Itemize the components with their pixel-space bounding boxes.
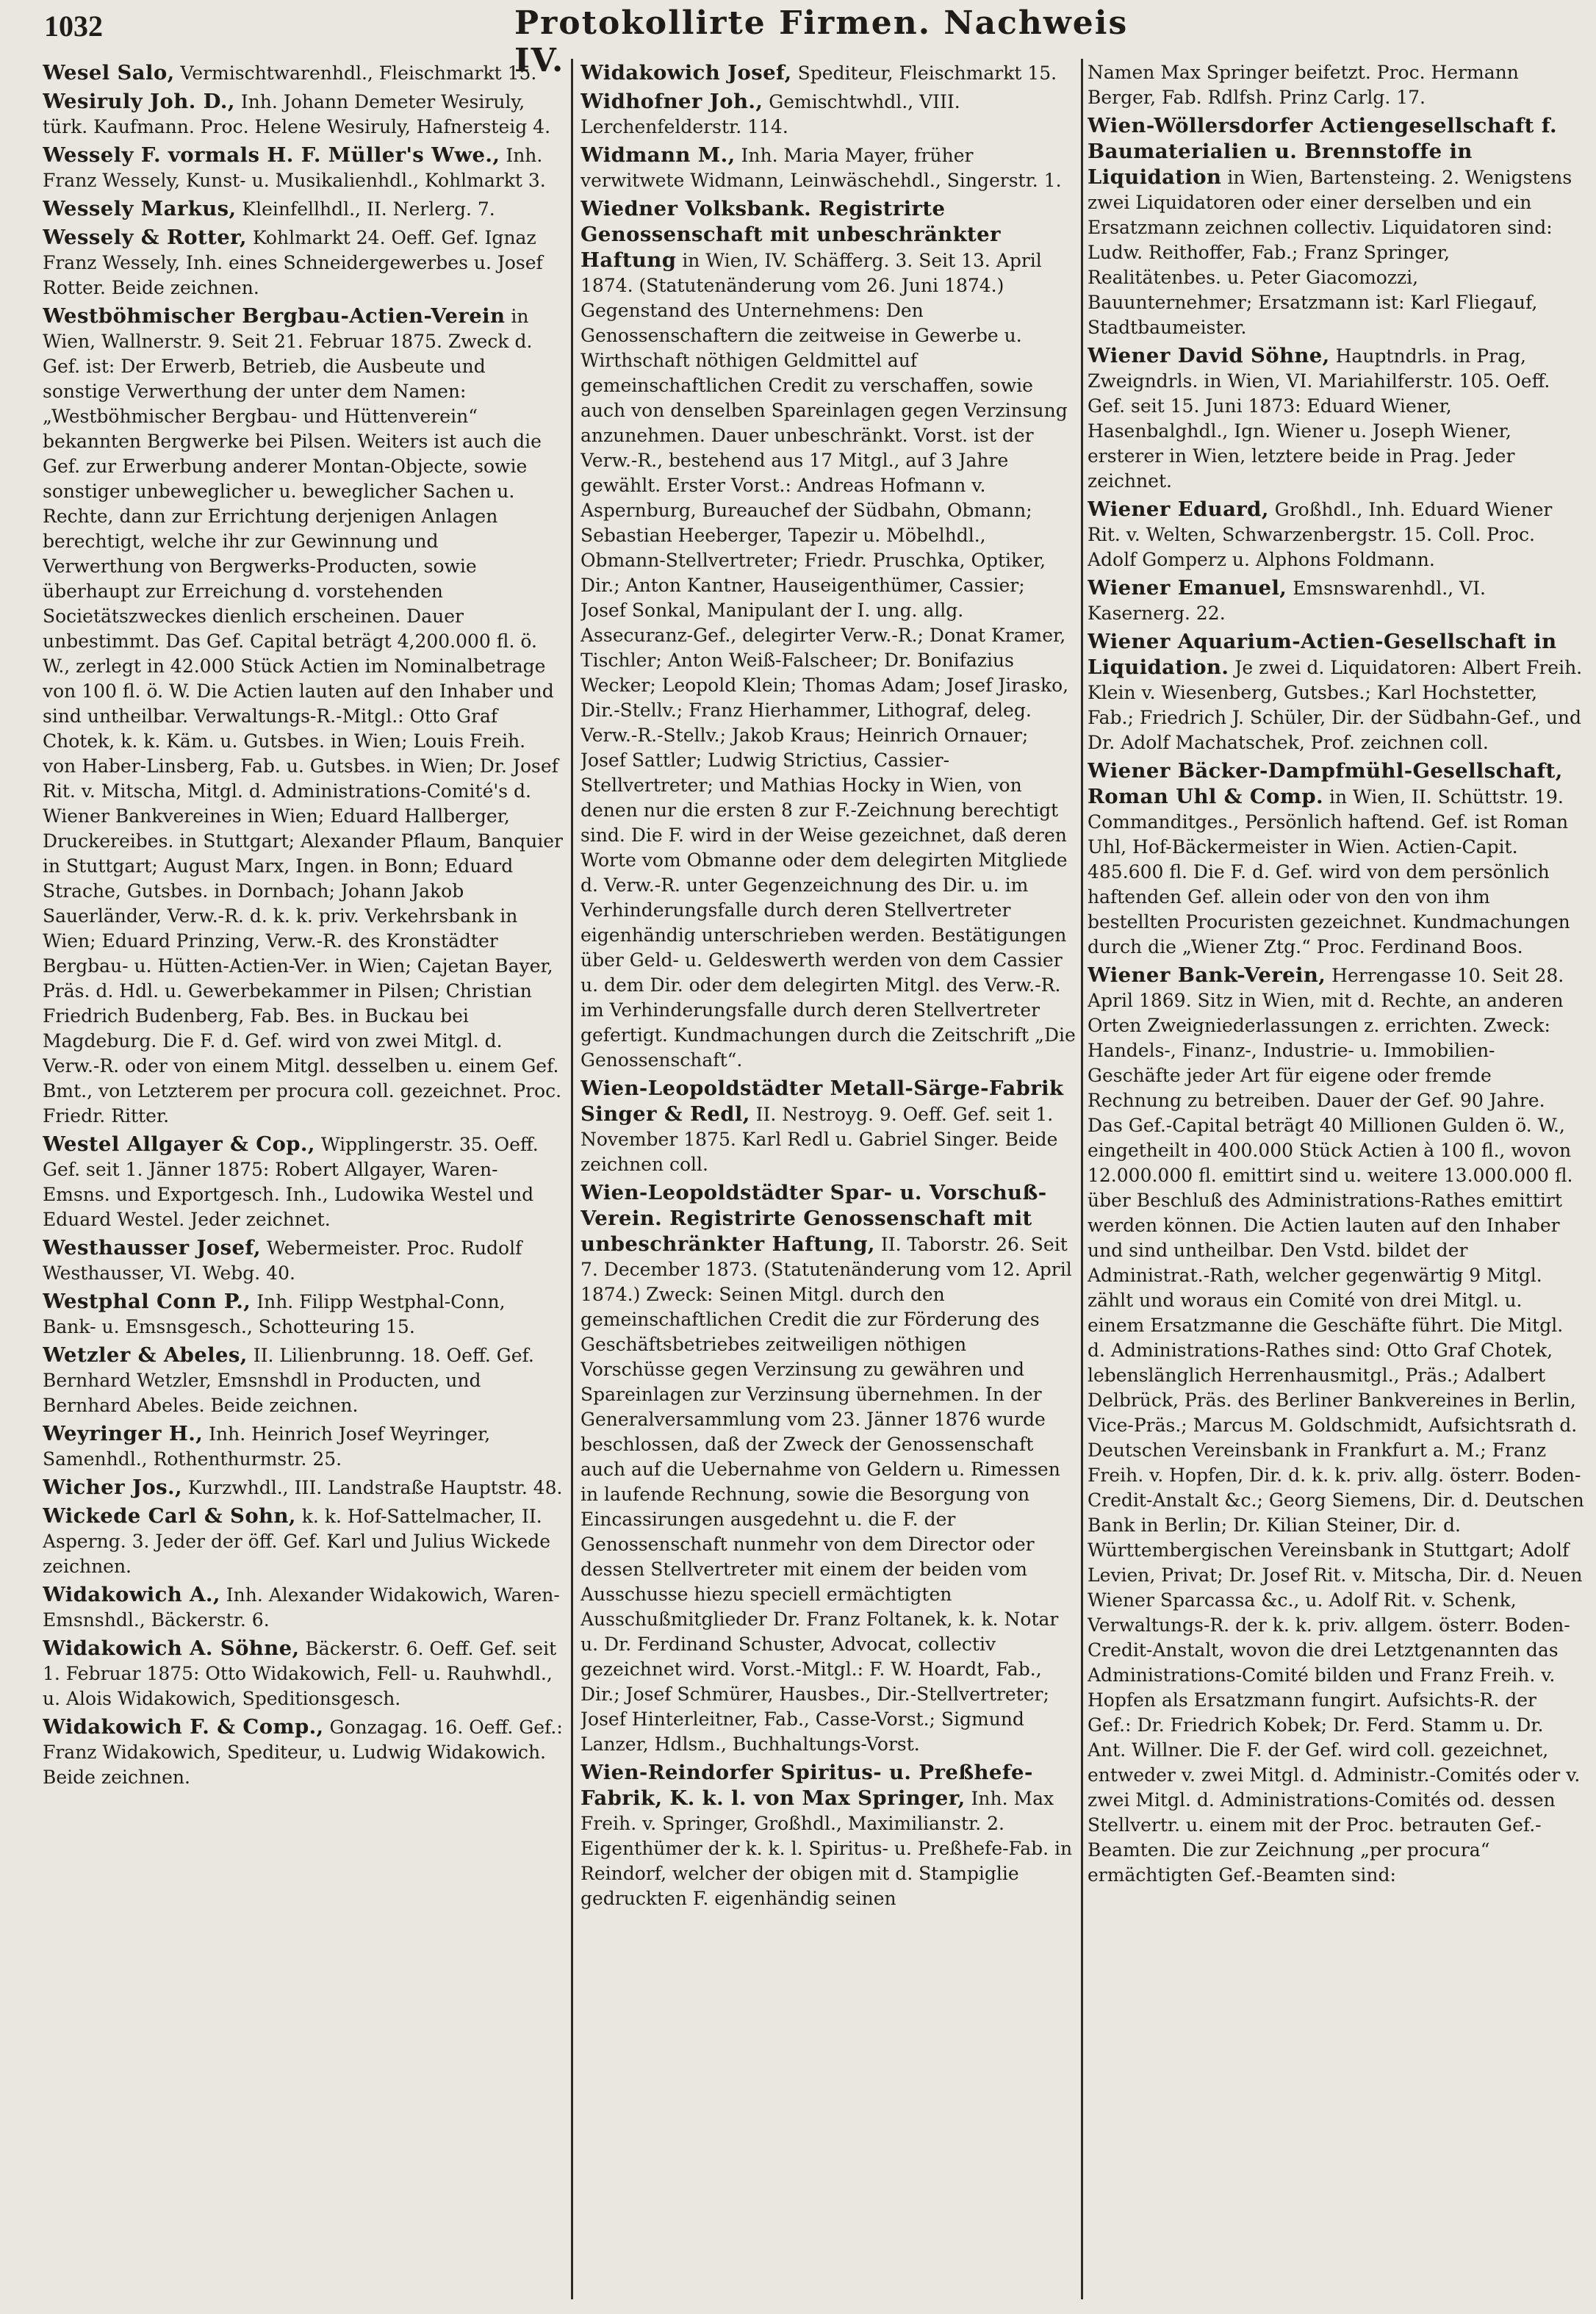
directory-entry (43, 1289, 563, 1340)
firm-name: Wessely F. vormals H. F. Müller's Wwe., (43, 143, 500, 167)
entry-text: Inh. Filipp Westphal-Conn, Bank- u. Emsnsgesch., Schotteuring 15. (43, 1291, 506, 1337)
firm-name: Widakowich F. & Comp., (43, 1715, 324, 1739)
entry-text: Inh. Alexander Widakowich, Waren-Emsnshdl., Bäckerstr. 6. (43, 1584, 560, 1631)
column-divider (1081, 59, 1083, 2299)
firm-name: Westböhmischer Bergbau-Actien-Verein (43, 304, 506, 328)
entry-text: in Wien, II. Schüttstr. 19. Commanditges., Persönlich haftend. Gef. ist Roman Uhl, Hof-Bäckermeister in Wien. Actien-Capit. 485.600 fl. Die F. d. Gef. wird von dem persönlich haftenden Gef. allein oder von den von ihm bestellten Procuristen gezeichnet. Kundmachungen durch die „Wiener Ztg.“ Proc. Ferdinand Boos. (1088, 786, 1570, 957)
firm-name: Wiener Bäcker-Dampfmühl-Gesellschaft, Roman Uhl & Comp. (1088, 759, 1563, 808)
directory-entry (43, 1421, 563, 1472)
directory-entry (1088, 575, 1584, 626)
directory-entry (43, 143, 563, 193)
directory-entry (43, 1636, 563, 1711)
firm-name: Wessely Markus, (43, 197, 237, 220)
directory-entry (1088, 629, 1584, 755)
entry-text: Herrengasse 10. Seit 28. April 1869. Sitz in Wien, mit d. Rechte, an anderen Orten Zweigniederlassungen z. errichten. Zweck: Handels-, Finanz-, Industrie- u. Immobilien-Geschäfte jeder Art für eigene oder fremde Rechnung zu betreiben. Dauer der Gef. 90 Jahre. Das Gef.-Capital beträgt 40 Millionen Gulden ö. W., eingetheilt in 400.000 Stück Actien à 100 fl., wovon 12.000.000 fl. emittirt sind u. weitere 13.000.000 fl. über Beschluß des Administrations-Rathes emittirt werden können. Die Actien lauten auf den Inhaber und sind untheilbar. Den Vstd. bildet der Administrat.-Rath, welcher gegenwärtig 9 Mitgl. zählt und woraus ein Comité von drei Mitgl. u. einem Ersatzmanne die Geschäfte führt. Die Mitgl. d. Administrations-Rathes sind: Otto Graf Chotek, lebenslänglich Herrenhausmitgl., Präs.; Adalbert Delbrück, Präs. des Berliner Bankvereines in Berlin, Vice-Präs.; Marcus M. Goldschmidt, Aufsichtsrath d. Deutschen Vereinsbank in Frankfurt a. M.; Franz Freih. v. Hopfen, Dir. d. k. k. priv. allg. österr. Boden-Credit-Anstalt &c.; Georg Siemens, Dir. d. Deutschen Bank in Berlin; Dr. Kilian Steiner, Dir. d. Württembergischen Vereinsbank in Stuttgart; Adolf Levien, Privat; Dr. Josef Rit. v. Mitscha, Dir. d. Neuen Wiener Sparcassa &c., u. Adolf Rit. v. Schenk, Verwaltungs-R. der k. k. priv. allgem. österr. Boden-Credit-Anstalt, wovon die drei Letztgenannten das Administrations-Comité bilden und Franz Freih. v. Hopfen als Ersatzmann fungirt. Aufsichts-R. der Gef.: Dr. Friedrich Kobek; Dr. Ferd. Stamm u. Dr. Ant. Willner. Die F. der Gef. wird coll. gezeichnet, entweder v. zwei Mitgl. d. Administr.-Comités oder v. zwei Mitgl. d. Administrations-Comités od. dessen Stellvertr. u. einem mit der Proc. betrauten Gef.-Beamten. Die zur Zeichnung „per procura“ ermächtigten Gef.-Beamten sind: (1088, 965, 1584, 1886)
firm-name: Wetzler & Abeles, (43, 1343, 248, 1367)
firm-name: Wien-Reindorfer Spiritus- u. Preßhefe-Fabrik, K. k. l. von Max Springer, (580, 1761, 1033, 1810)
directory-entry (43, 60, 563, 86)
firm-name: Widakowich A. Söhne, (43, 1636, 300, 1660)
entry-text: Kohlmarkt 24. Oeff. Gef. Ignaz Franz Wessely, Inh. eines Schneidergewerbes u. Josef Rotter. Beide zeichnen. (43, 227, 543, 298)
directory-entry (580, 1076, 1076, 1177)
page-number: 1032 (44, 10, 103, 43)
entry-text: II. Taborstr. 26. Seit 7. December 1873. (Statutenänderung vom 12. April 1874.) Zweck: Seinen Mitgl. durch den gemeinschaftlichen Credit die zur Förderung des Geschäftsbetriebes zeitweiligen nöthigen Vorschüsse gegen Verzinsung zu gewähren und Spareinlagen zur Verzinsung übernehmen. In der Generalversammlung vom 23. Jänner 1876 wurde beschlossen, daß der Zweck der Genossenschaft auch auf die Uebernahme von Geldern u. Rimessen in laufende Rechnung, sowie die Besorgung von Eincassirungen ausgedehnt u. die F. der Genossenschaft nunmehr von dem Director oder dessen Stellvertreter mit einem der beiden vom Ausschusse hiezu speciell ermächtigten Ausschußmitglieder Dr. Franz Foltanek, k. k. Notar u. Dr. Ferdinand Schuster, Advocat, collectiv gezeichnet wird. Vorst.-Mitgl.: F. W. Hoardt, Fab., Dir.; Josef Schmürer, Hausbes., Dir.-Stellvertreter; Josef Hinterleitner, Fab., Casse-Vorst.; Sigmund Lanzer, Hdlsm., Buchhaltungs-Vorst. (580, 1234, 1072, 1755)
firm-name: Weyringer H., (43, 1422, 204, 1445)
firm-name: Wien-Wöllersdorfer Actiengesellschaft f. Baumaterialien u. Brennstoffe in Liquidation (1088, 114, 1557, 189)
firm-name: Wiener Aquarium-Actien-Gesellschaft in Liquidation. (1088, 630, 1557, 679)
directory-entry (580, 196, 1076, 1073)
directory-entry (1088, 963, 1584, 1888)
column-2 (580, 60, 1076, 2307)
directory-entry (43, 1714, 563, 1790)
entry-text: Je zwei d. Liquidatoren: Albert Freih. Klein v. Wiesenberg, Gutsbes.; Karl Hochstetter, Fab.; Friedrich J. Schüler, Dir. der Südbahn-Gef., und Dr. Adolf Machatschek, Prof. zeichnen coll. (1088, 657, 1583, 753)
firm-name: Wiener Bank-Verein, (1088, 963, 1326, 987)
entry-text: Kurzwhdl., III. Landstraße Hauptstr. 48. (187, 1477, 563, 1498)
directory-entry (43, 1503, 563, 1579)
directory-entry (1088, 113, 1584, 340)
firm-name: Wiener Emanuel, (1088, 576, 1287, 600)
directory-entry (580, 1760, 1076, 1911)
directory-entry (580, 89, 1076, 140)
entry-text: Wipplingerstr. 35. Oeff. Gef. seit 1. Jänner 1875: Robert Allgayer, Waren-Emsns. und Exportgesch. Inh., Ludowika Westel und Eduard Westel. Jeder zeichnet. (43, 1134, 539, 1230)
firm-name: Widakowich A., (43, 1583, 220, 1606)
directory-entry (1088, 497, 1584, 572)
firm-name: Widmann M., (580, 143, 736, 167)
entry-text: Inh. Heinrich Josef Weyringer, Samenhdl., Rothenthurmstr. 25. (43, 1423, 491, 1470)
firm-name: Wickede Carl & Sohn, (43, 1504, 296, 1528)
firm-name: Wien-Leopoldstädter Metall-Särge-Fabrik Singer & Redl, (580, 1077, 1064, 1126)
directory-entry (43, 225, 563, 301)
directory-entry (580, 1180, 1076, 1757)
directory-entry (43, 1582, 563, 1633)
firm-name: Wesiruly Joh. D., (43, 90, 235, 113)
entry-text: k. k. Hof-Sattelmacher, II. Asperng. 3. Jeder der öff. Gef. Karl und Julius Wickede zeichnen. (43, 1506, 551, 1577)
entry-text: Inh. Maria Mayer, früher verwitwete Widmann, Leinwäschehdl., Singerstr. 1. (580, 145, 1062, 191)
entry-text: Bäckerstr. 6. Oeff. Gef. seit 1. Februar 1875: Otto Widakowich, Fell- u. Rauhwhdl., u. Alois Widakowich, Speditionsgesch. (43, 1638, 557, 1709)
directory-entry (1088, 758, 1584, 960)
directory-entry (43, 1132, 563, 1232)
entry-text: Inh. Johann Demeter Wesiruly, türk. Kaufmann. Proc. Helene Wesiruly, Hafnersteig 4. (43, 91, 551, 137)
directory-entry (580, 60, 1076, 86)
directory-entry (43, 1475, 563, 1501)
directory-entry (1088, 60, 1584, 110)
directory-entry (43, 196, 563, 222)
firm-name: Westhausser Josef, (43, 1236, 261, 1260)
firm-name: Wicher Jos., (43, 1476, 182, 1499)
firm-name: Wessely & Rotter, (43, 226, 247, 249)
entry-text: Vermischtwarenhdl., Fleischmarkt 15. (180, 62, 537, 84)
firm-name: Wien-Leopoldstädter Spar- u. Vorschuß-Verein. Registrirte Genossenschaft mit unbeschränkter Haftung, (580, 1181, 1047, 1256)
entry-text: Namen Max Springer beifetzt. Proc. Hermann Berger, Fab. Rdlfsh. Prinz Carlg. 17. (1088, 62, 1519, 108)
directory-entry (43, 1235, 563, 1286)
entry-text: Großhdl., Inh. Eduard Wiener Rit. v. Welten, Schwarzenbergstr. 15. Coll. Proc. Adolf Gomperz u. Alphons Foldmann. (1088, 499, 1553, 570)
column-3 (1088, 60, 1584, 2307)
directory-entry (43, 303, 563, 1129)
firm-name: Wiener Eduard, (1088, 497, 1269, 521)
entry-text: in Wien, Bartensteing. 2. Wenigstens zwei Liquidatoren oder einer derselben und ein Ersatzmann zeichnen collectiv. Liquidatoren sind: Ludw. Reithoffer, Fab.; Franz Springer, Realitätenbes. u. Peter Giacomozzi, Bauunternehmer; Ersatzmann ist: Karl Fliegauf, Stadtbaumeister. (1088, 167, 1572, 338)
entry-text: Kleinfellhdl., II. Nerlerg. 7. (242, 198, 495, 220)
entry-text: II. Nestroyg. 9. Oeff. Gef. seit 1. November 1875. Karl Redl u. Gabriel Singer. Beide zeichnen coll. (580, 1104, 1058, 1175)
entry-text: Hauptndrls. in Prag, Zweigndrls. in Wien, VI. Mariahilferstr. 105. Oeff. Gef. seit 15. Juni 1873: Eduard Wiener, Hasenbalghdl., Ign. Wiener u. Joseph Wiener, ersterer in Wien, letztere beide in Prag. Jeder zeichnet. (1088, 345, 1550, 492)
column-1 (43, 60, 563, 2307)
firm-name: Wiener David Söhne, (1088, 344, 1330, 367)
column-divider (571, 59, 573, 2299)
directory-entry (43, 1343, 563, 1418)
entry-text: in Wien, IV. Schäfferg. 3. Seit 13. April 1874. (Statutenänderung vom 26. Juni 1874.) Gegenstand des Unternehmens: Den Genossenschaftern die zeitweise in Gewerbe u. Wirthschaft nöthigen Geldmittel auf gemeinschaftlichen Credit zu verschaffen, sowie auch von denselben Spareinlagen gegen Verzinsung anzunehmen. Dauer unbeschränkt. Vorst. ist der Verw.-R., bestehend aus 17 Mitgl., auf 3 Jahre gewählt. Erster Vorst.: Andreas Hofmann v. Aspernburg, Bureauchef der Südbahn, Obmann; Sebastian Heeberger, Tapezir u. Möbelhdl., Obmann-Stellvertreter; Friedr. Pruschka, Optiker, Dir.; Anton Kantner, Hauseigenthümer, Cassier; Josef Sonkal, Manipulant der I. ung. allg. Assecuranz-Gef., delegirter Verw.-R.; Donat Kramer, Tischler; Anton Weiß-Falscheer; Dr. Bonifazius Wecker; Leopold Klein; Thomas Adam; Josef Jirasko, Dir.-Stellv.; Franz Hierhammer, Lithograf, deleg. Verw.-R.-Stellv.; Jakob Kraus; Heinrich Ornauer; Josef Sattler; Ludwig Strictius, Cassier-Stellvertreter; und Mathias Hocky in Wien, von denen nur die ersten 8 zur F.-Zeichnung berechtigt sind. Die F. wird in der Weise gezeichnet, daß deren Worte vom Obmanne oder dem delegirten Mitgliede d. Verw.-R. unter Gegenzeichnung des Dir. u. im Verhinderungsfalle durch deren Stellvertreter eigenhändig unterschrieben werden. Bestätigungen über Geld- u. Geldeswerth werden von dem Cassier u. dem Dir. oder dem delegirten Mitgl. des Verw.-R. im Verhinderungsfalle durch deren Stellvertreter gefertigt. Kundmachungen durch die Zeitschrift „Die Genossenschaft“. (580, 250, 1076, 1071)
entry-text: Spediteur, Fleischmarkt 15. (797, 62, 1057, 84)
firm-name: Wiedner Volksbank. Registrirte Genossenschaft mit unbeschränkter Haftung (580, 197, 1001, 272)
directory-entry (43, 89, 563, 140)
firm-name: Widhofner Joh., (580, 90, 763, 113)
directory-entry (580, 143, 1076, 193)
directory-entry (1088, 343, 1584, 494)
entry-text: II. Lilienbrunng. 18. Oeff. Gef. Bernhard Wetzler, Emsnshdl in Producten, und Bernhard Abeles. Beide zeichnen. (43, 1345, 534, 1416)
entry-text: Inh. Franz Wessely, Kunst- u. Musikalienhdl., Kohlmarkt 3. (43, 145, 546, 191)
entry-text: Gemischtwhdl., VIII. Lerchenfelderstr. 114. (580, 91, 960, 137)
entry-text: in Wien, Wallnerstr. 9. Seit 21. Februar 1875. Zweck d. Gef. ist: Der Erwerb, Betrieb, die Ausbeute und sonstige Verwerthung der unter dem Namen: „Westböhmischer Bergbau- und Hüttenverein“ bekannten Bergwerke bei Pilsen. Weiters ist auch die Gef. zur Erwerbung anderer Montan-Objecte, sowie sonstiger unbeweglicher u. beweglicher Sachen u. Rechte, dann zur Errichtung derjenigen Anlagen berechtigt, welche ihr zur Gewinnung und Verwerthung von Bergwerks-Producten, sowie überhaupt zur Erreichung d. vorstehenden Societätszweckes dienlich erscheinen. Dauer unbestimmt. Das Gef. Capital beträgt 4,200.000 fl. ö. W., zerlegt in 42.000 Stück Actien im Nominalbetrage von 100 fl. ö. W. Die Actien lauten auf den Inhaber und sind untheilbar. Verwaltungs-R.-Mitgl.: Otto Graf Chotek, k. k. Käm. u. Gutsbes. in Wien; Louis Freih. von Haber-Linsberg, Fab. u. Gutsbes. in Wien; Dr. Josef Rit. v. Mitscha, Mitgl. d. Administrations-Comité's d. Wiener Bankvereines in Wien; Eduard Hallberger, Druckereibes. in Stuttgart; Alexander Pflaum, Banquier in Stuttgart; August Marx, Ingen. in Bonn; Eduard Strache, Gutsbes. in Dornbach; Johann Jakob Sauerländer, Verw.-R. d. k. k. priv. Verkehrsbank in Wien; Eduard Prinzing, Verw.-R. des Kronstädter Bergbau- u. Hütten-Actien-Ver. in Wien; Cajetan Bayer, Präs. d. Hdl. u. Gewerbekammer in Pilsen; Christian Friedrich Budenberg, Fab. Bes. in Buckau bei Magdeburg. Die F. d. Gef. wird von zwei Mitgl. d. Verw.-R. oder von einem Mitgl. desselben u. einem Gef. Bmt., von Letzterem per procura coll. gezeichnet. Proc. Friedr. Ritter. (43, 306, 563, 1127)
firm-name: Widakowich Josef, (580, 61, 792, 85)
firm-name: Westel Allgayer & Cop., (43, 1132, 315, 1156)
firm-name: Westphal Conn P., (43, 1290, 251, 1313)
entry-text: Gonzagag. 16. Oeff. Gef.: Franz Widakowich, Spediteur, u. Ludwig Widakowich. Beide zeichnen. (43, 1717, 563, 1788)
entry-text: Inh. Max Freih. v. Springer, Großhdl., Maximilianstr. 2. Eigenthümer der k. k. l. Spiritus- u. Preßhefe-Fab. in Reindorf, welcher der obigen mit d. Stampiglie gedruckten F. eigenhändig seinen (580, 1788, 1073, 1909)
firm-name: Wesel Salo, (43, 61, 175, 85)
entry-text: Webermeister. Proc. Rudolf Westhausser, VI. Webg. 40. (43, 1237, 522, 1284)
running-title: Protokollirte Firmen. Nachweis IV. (514, 4, 1129, 79)
entry-text: Emsnswarenhdl., VI. Kasernerg. 22. (1088, 578, 1486, 624)
